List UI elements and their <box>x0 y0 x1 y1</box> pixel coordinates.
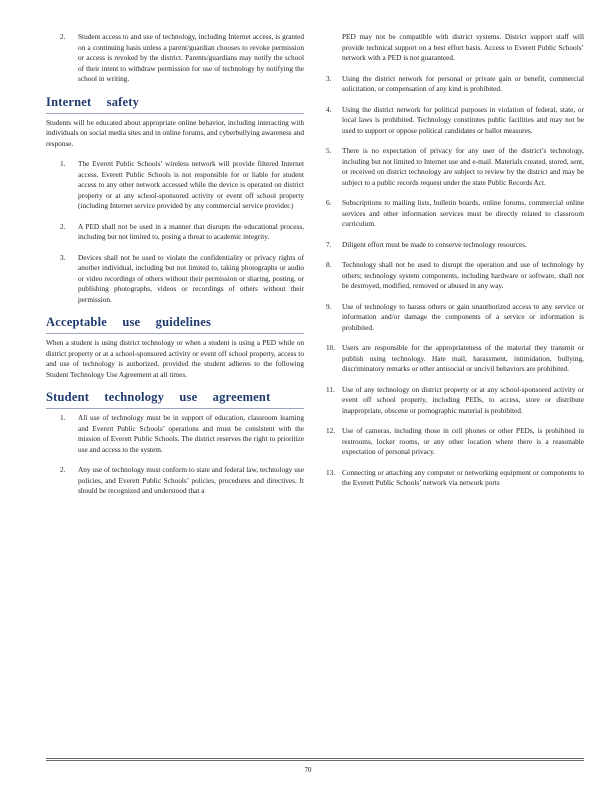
item-text: A PED shall not be used in a manner that disrupts the educational process, including but not limited to, posing a threat to academic integrity. <box>78 221 304 241</box>
item-number: 5. <box>326 146 332 155</box>
list-item <box>326 74 584 95</box>
intro-list <box>46 32 304 85</box>
item-text: Technology shall not be used to disrupt the operation and use of technology by others; technology system components, including hardware or software, shall not be destroyed, modified, removed or abused in any way. <box>342 260 584 290</box>
item-text: There is no expectation of privacy for any user of the district’s technology, including but not limited to Internet use and e-mail. Materials created, stored, sent, or received on district technology are subject to review by the district and may be subject to a public records request under the state Public Records Act. <box>342 146 584 187</box>
list-item <box>326 426 584 458</box>
item-text: Using the district network for personal or private gain or benefit, commercial solicitation, or compensation of any kind is prohibited. <box>342 73 584 93</box>
item-text: All use of technology must be in support of education, classroom learning and Everett Public Schools’ operations and must be consistent with the mission of Everett Public Schools. The district reserves the right to prioritize use and access to the system. <box>78 413 304 454</box>
internet-safety-intro: Students will be educated about appropriate online behavior, including interacting with individuals on social media sites and in online forums, and cyberbullying awareness and response. <box>46 117 304 148</box>
right-column <box>326 32 584 499</box>
internet-safety-heading: Internet safety <box>46 95 304 114</box>
left-column <box>46 32 304 507</box>
list-item <box>46 465 304 497</box>
item-text: Users are responsible for the appropriateness of the material they transmit or publish using technology. Hate mail, harassment, intimidation, bullying, discriminatory remarks or other antisocial or uncivil behaviors are prohibited. <box>342 343 584 373</box>
list-item <box>46 413 304 455</box>
agreement-heading: Student technology use agreement <box>46 390 304 409</box>
list-item <box>326 32 584 64</box>
item-number: 3. <box>326 73 332 83</box>
list-item <box>46 159 304 212</box>
item-number: 12. <box>326 426 336 435</box>
list-item <box>46 253 304 306</box>
item-number: 8. <box>326 260 332 269</box>
item-number: 2. <box>60 221 66 231</box>
list-item <box>326 260 584 292</box>
item-number: 3. <box>60 252 66 262</box>
item-text: Use of technology to harass others or gain unauthorized access to any service or information and/or damage the components of a service or information is prohibited. <box>342 301 584 332</box>
item-number: 1. <box>60 413 66 422</box>
acceptable-use-heading: Acceptable use guidelines <box>46 315 304 334</box>
item-text: Use of any technology on district property or at any school-sponsored activity or event off school property, including PEDs, to access, store or distribute inappropriate, obscene or pornographic material is prohibited. <box>342 384 584 415</box>
list-item <box>326 198 584 230</box>
continuation-list <box>326 32 584 64</box>
list-item <box>326 105 584 137</box>
item-number: 6. <box>326 198 332 207</box>
continuation-text: PED may not be compatible with district systems. District support staff will provide technical support on a best effort basis. Access to Everett Public Schools’ network with a PED is not guaranteed. <box>342 32 584 62</box>
item-text: Connecting or attaching any computer or networking equipment or components to the Everett Public Schools’ network via network ports <box>342 467 584 487</box>
item-number: 11. <box>326 384 335 394</box>
item-number: 2. <box>60 465 66 474</box>
item-number: 9. <box>326 301 332 311</box>
list-item <box>46 222 304 243</box>
item-number: 1. <box>60 159 66 168</box>
list-item <box>326 146 584 188</box>
list-item <box>326 343 584 375</box>
item-text: Use of cameras, including those in cell phones or other PEDs, is prohibited in restrooms, locker rooms, or any other location where there is a reasonable expectation of personal privacy. <box>342 426 584 456</box>
item-text: Any use of technology must conform to state and federal law, technology use policies, and Everett Public Schools’ policies, procedures and directives. It should be recognized and understood that a <box>78 465 304 495</box>
list-item <box>326 468 584 489</box>
item-text: The Everett Public Schools’ wireless network will provide filtered Internet access. Everett Public Schools is not responsible for or liable for student access to any other network accessed while the device is operated on district property or at any school-sponsored activity or event off school property (including Internet service provided by any commercial service provider.) <box>78 159 304 210</box>
list-item <box>326 302 584 334</box>
internet-safety-list <box>46 159 304 305</box>
item-text: Student access to and use of technology, including Internet access, is granted on a continuing basis unless a parent/guardian chooses to revoke permission or access is revoked by the district. Parents/guardians may notify the school of their intent to withdraw permission for use of technology by notifying the school in writing. <box>78 32 304 83</box>
item-number: 7. <box>326 239 332 249</box>
acceptable-use-text: When a student is using district technology or when a student is using a PED while on district property or at a school-sponsored activity or event off school property, access to and use of technology is authorized, provided the student adheres to the following Student Technology Use Agreement at all times. <box>46 338 304 379</box>
item-number: 4. <box>326 104 332 114</box>
item-number: 10. <box>326 343 336 352</box>
item-number: 2. <box>60 32 66 41</box>
list-item <box>326 385 584 417</box>
agreement-list <box>46 413 304 497</box>
footer-rule <box>46 758 584 759</box>
agreement-list-continued <box>326 74 584 489</box>
page-number: 70 <box>304 766 312 774</box>
list-item <box>326 240 584 251</box>
item-text: Diligent effort must be made to conserve technology resources. <box>342 239 527 249</box>
item-text: Subscriptions to mailing lists, bulletin boards, online forums, commercial online services and other information services must be directly related to classroom curriculum. <box>342 198 584 228</box>
footer-rule-secondary <box>46 760 584 761</box>
item-text: Devices shall not be used to violate the confidentiality or privacy rights of another individual, including but not limited to, taking photographs or audio or video recordings of others without their permission or sharing, posting, or publishing photographs, videos or recordings of others without their permission. <box>78 252 304 304</box>
list-item <box>46 32 304 85</box>
item-number: 13. <box>326 467 336 477</box>
item-text: Using the district network for political purposes in violation of federal, state, or local laws is prohibited. Technology constitutes public facilities and may not be used to support or oppose political candidates or ballot measures. <box>342 104 584 135</box>
